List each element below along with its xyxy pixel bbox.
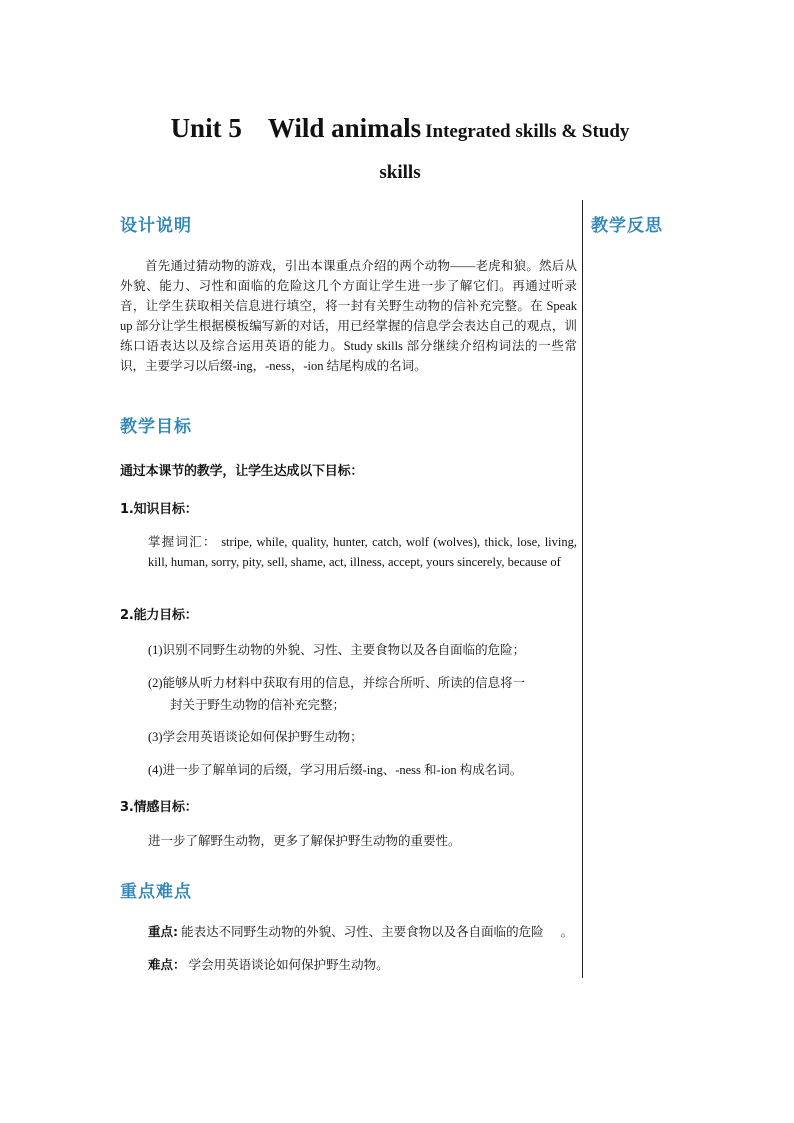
difficulty-line [148,954,578,976]
title-subtitle-cont: skills [379,162,421,183]
emotion-text: 进一步了解野生动物，更多了解保护野生动物的重要性。 [148,834,461,848]
ability-item-4 [148,759,578,781]
knowledge-text: 掌握词汇： stripe, while, quality, hunter, catch, wolf (wolves), thick, lose, living, kill, human, sorry, pity, sell, shame, act, illness, accept, yours sincerely, because of [148,535,577,569]
design-heading: 设计说明 [120,216,192,236]
focus-line [148,921,588,943]
knowledge-label: 1.知识目标： [120,502,198,517]
reflection-heading: 教学反思 [591,216,663,236]
objectives-intro: 通过本课节的教学，让学生达成以下目标： [120,464,364,479]
ability-item-2-cont: 封关于野生动物的信补充完整； [170,698,346,712]
ability-item-1 [148,639,578,661]
focus-end: 。 [560,925,574,939]
ability-item-3-text: (3)学会用英语谈论如何保护野生动物； [148,730,363,744]
key-points-heading: 重点难点 [120,882,192,902]
page-title [120,108,680,194]
objectives-heading: 教学目标 [120,417,192,437]
focus-label: 重点: [148,924,178,939]
design-text: 首先通过猜动物的游戏，引出本课重点介绍的两个动物——老虎和狼。然后从外貌、能力、习性和面临的危险这几个方面让学生进一步了解它们。再通过听录音，让学生获取相关信息进行填空，将一封有关野生动物的信补充完整。在 Speak up 部分让学生根据模板编写新的对话，用已经掌握的信息学会表达自己的观点，训练口语表达以及综合运用英语的能力。Study skills 部分继续介绍构词法的一些常识，主要学习以后缀-ing，-ness，-ion 结尾构成的名词。 [120,259,577,373]
ability-item-3 [148,726,578,748]
ability-item-1-text: (1)识别不同野生动物的外貌、习性、主要食物以及各自面临的危险； [148,643,526,657]
ability-item-4-text: (4)进一步了解单词的后缀，学习用后缀-ing、-ness 和-ion 构成名词。 [148,763,523,777]
difficulty-text: 学会用英语谈论如何保护野生动物。 [188,958,389,972]
emotion-label: 3.情感目标： [120,800,198,815]
ability-item-2 [148,672,578,716]
title-unit: Unit 5 [170,113,242,143]
difficulty-label: 难点： [148,957,186,972]
title-subtitle: Integrated skills & Study [425,121,630,142]
ability-item-2-text: (2)能够从听力材料中获取有用的信息，并综合所听、所读的信息将一 [148,676,526,690]
focus-text: 能表达不同野生动物的外貌、习性、主要食物以及各自面临的危险 [181,925,544,939]
title-topic: Wild animals [267,113,422,143]
ability-label: 2.能力目标： [120,608,198,623]
column-divider [582,200,583,978]
